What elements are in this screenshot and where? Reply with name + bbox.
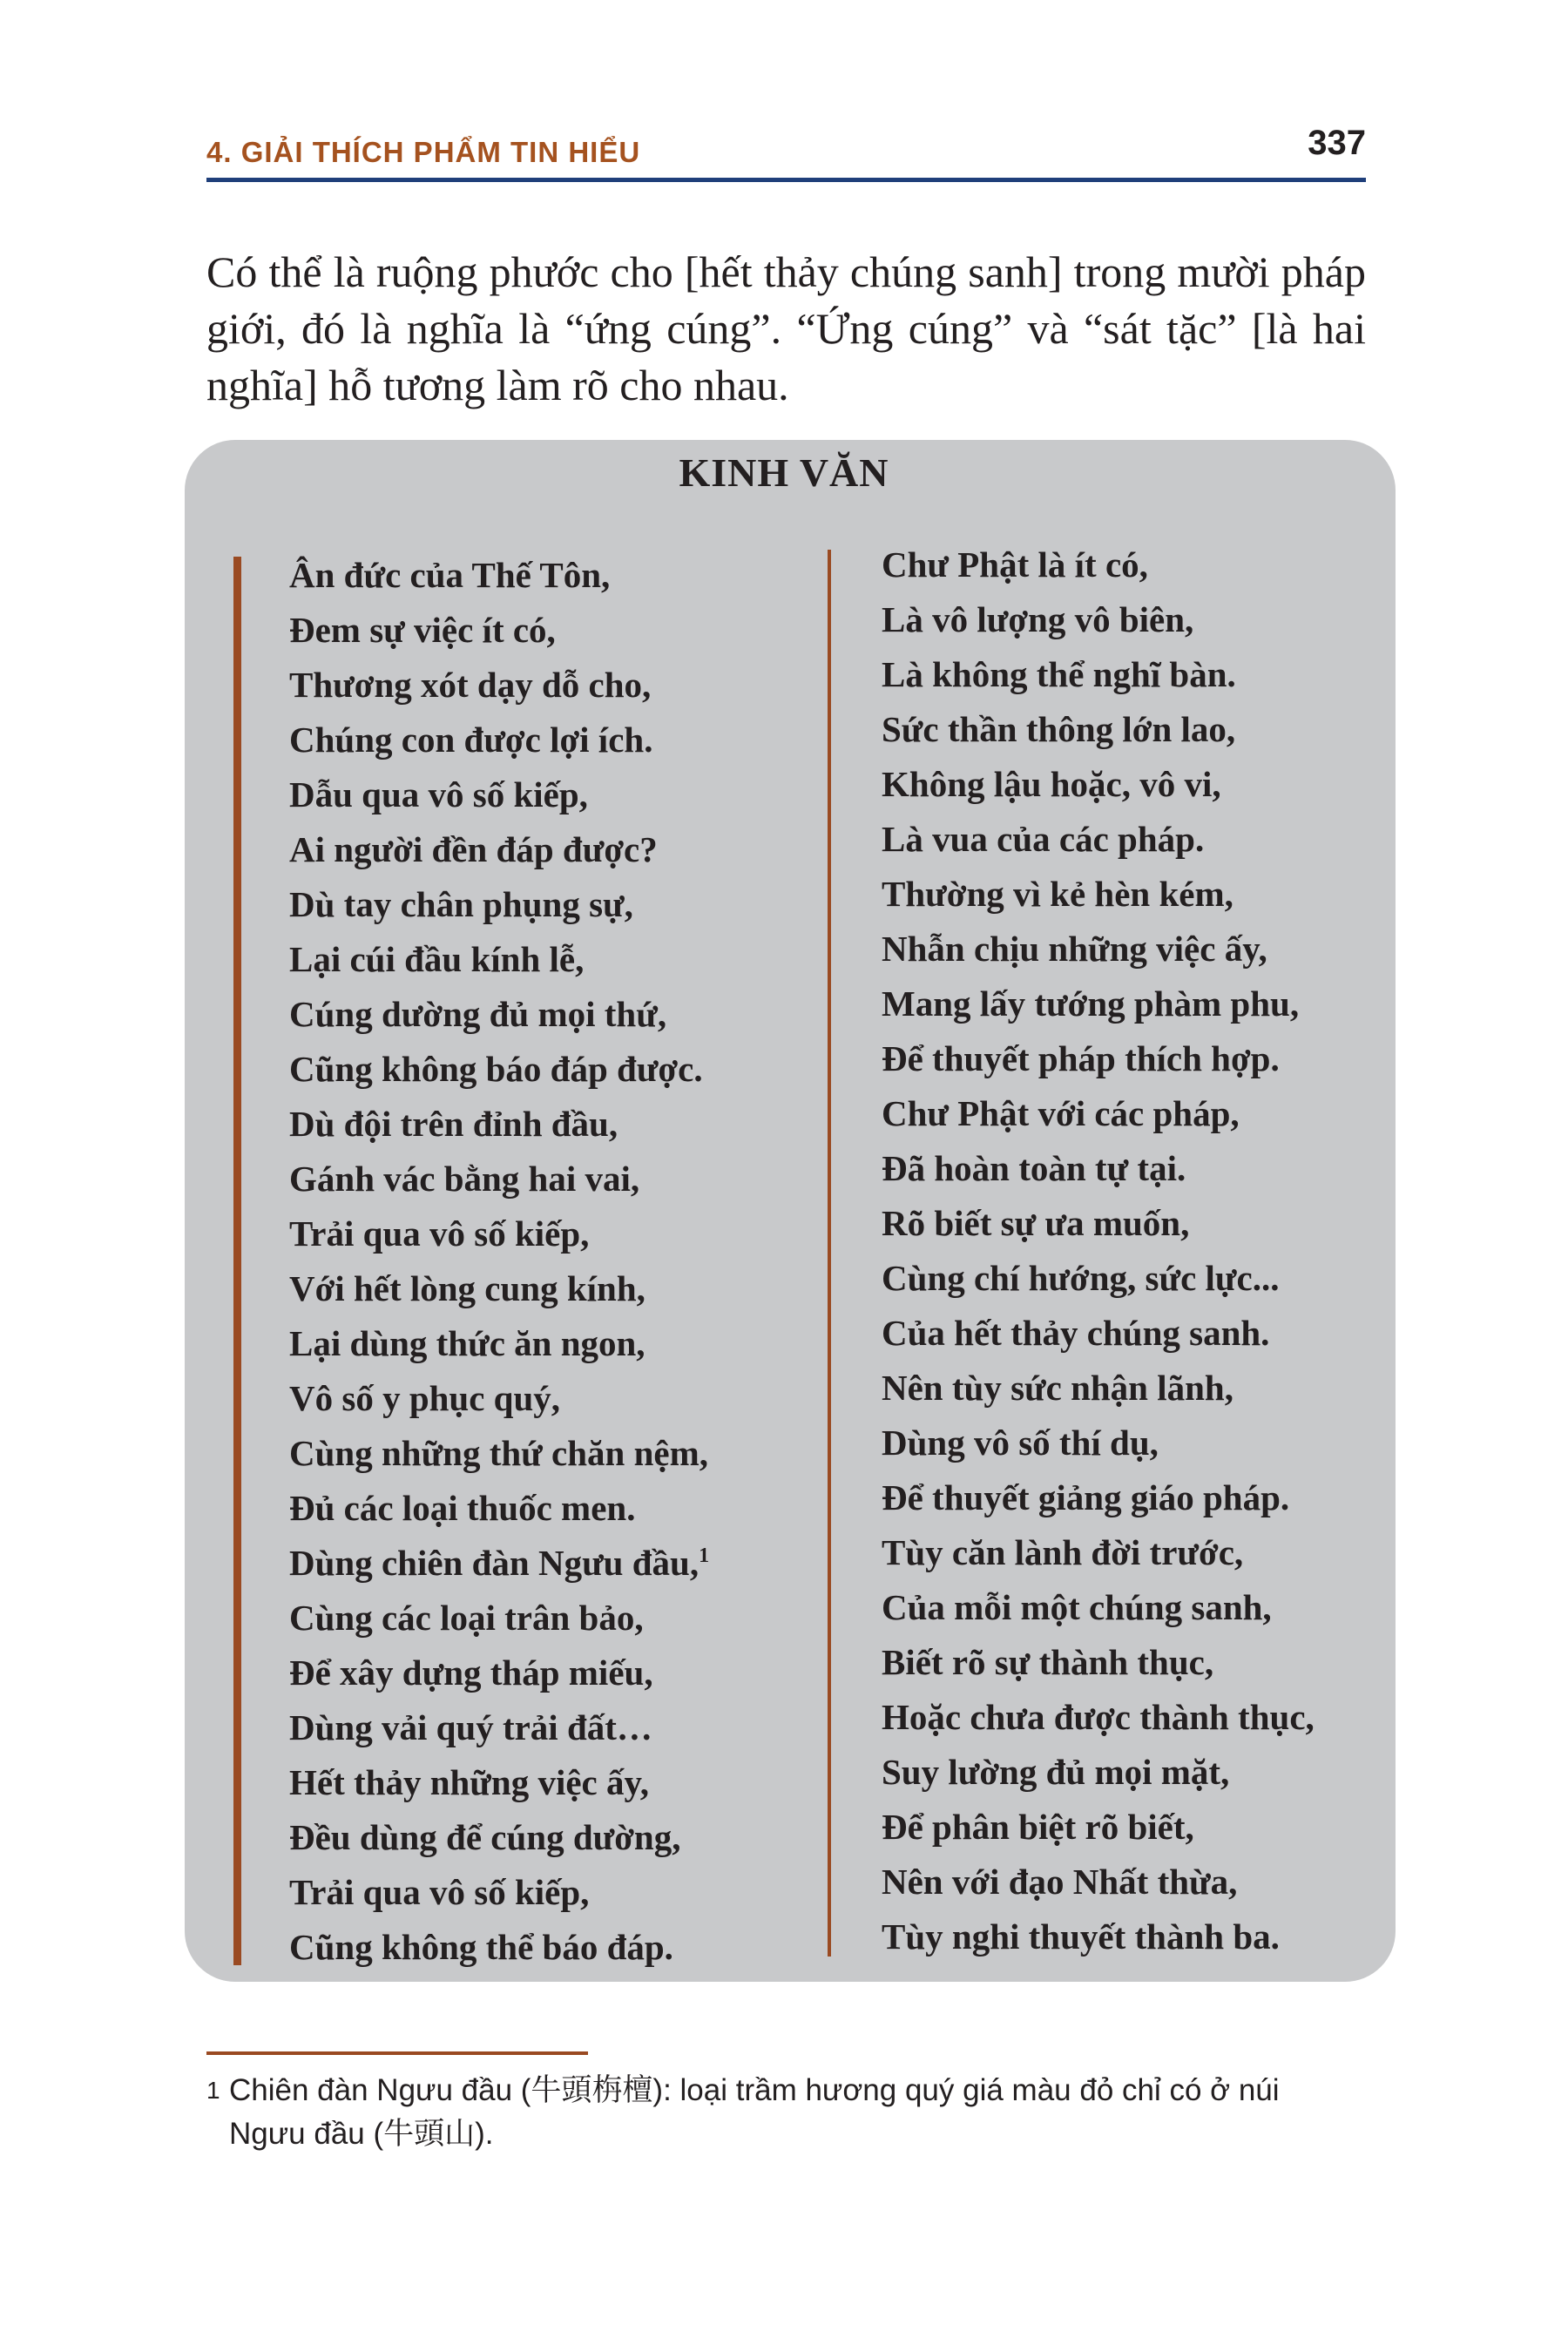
verse-line: Đủ các loại thuốc men.: [289, 1488, 636, 1528]
page-number: 337: [1308, 124, 1366, 162]
verse-line: Hết thảy những việc ấy,: [289, 1762, 649, 1802]
column-divider: [828, 550, 831, 1957]
verse-line: Hoặc chưa được thành thục,: [882, 1697, 1315, 1737]
verse-line: Dù đội trên đỉnh đầu,: [289, 1104, 618, 1144]
verse-line: Đem sự việc ít có,: [289, 610, 556, 650]
verse-line: Dùng vô số thí dụ,: [882, 1423, 1159, 1463]
verse-line: Chúng con được lợi ích.: [289, 720, 653, 760]
verse-line: Rõ biết sự ưa muốn,: [882, 1203, 1190, 1243]
verse-line: Nên tùy sức nhận lãnh,: [882, 1368, 1233, 1408]
verse-line: Cũng không báo đáp được.: [289, 1049, 703, 1089]
footnote: [206, 2069, 1366, 2156]
verse-line: Thương xót dạy dỗ cho,: [289, 665, 652, 705]
footnote-line-2: Ngưu đầu (牛頭山).: [229, 2117, 494, 2151]
verse-line: Gánh vác bằng hai vai,: [289, 1159, 640, 1199]
verse-line: Chư Phật với các pháp,: [882, 1093, 1240, 1133]
verse-line: Sức thần thông lớn lao,: [882, 709, 1236, 749]
verse-line: Cúng dường đủ mọi thứ,: [289, 994, 667, 1034]
verse-line: Của hết thảy chúng sanh.: [882, 1313, 1270, 1353]
verse-line: Vô số y phục quý,: [289, 1378, 561, 1418]
verse-line: Cùng chí hướng, sức lực...: [882, 1258, 1280, 1298]
verse-line: Đều dùng để cúng dường,: [289, 1817, 681, 1857]
verse-line: Trải qua vô số kiếp,: [289, 1872, 590, 1912]
verse-line: Dùng vải quý trải đất…: [289, 1707, 652, 1747]
left-accent-bar: [233, 557, 241, 1965]
verse-line: Không lậu hoặc, vô vi,: [882, 764, 1221, 804]
verse-column-left: [289, 548, 709, 1975]
footnote-text: Chiên đàn Ngưu đầu (牛頭栴檀): loại trầm hương quý giá màu đỏ chỉ có ở núi: [229, 2073, 1280, 2107]
running-header: [206, 124, 1366, 182]
footnote-line-1: [206, 2069, 1366, 2112]
verse-line: Tùy nghi thuyết thành ba.: [882, 1916, 1280, 1957]
verse-line: Để thuyết pháp thích hợp.: [882, 1038, 1280, 1078]
verse-line: Ai người đền đáp được?: [289, 829, 658, 869]
verse-line: Là vô lượng vô biên,: [882, 599, 1194, 639]
verse-line: Để phân biệt rõ biết,: [882, 1807, 1194, 1847]
verse-line: Lại cúi đầu kính lễ,: [289, 939, 585, 979]
verse-line: Của mỗi một chúng sanh,: [882, 1587, 1272, 1627]
verse-line: Nên với đạo Nhất thừa,: [882, 1862, 1238, 1902]
verse-line: Cùng các loại trân bảo,: [289, 1598, 644, 1638]
verse-line: Với hết lòng cung kính,: [289, 1268, 645, 1308]
verse-line: Là vua của các pháp.: [882, 819, 1205, 859]
chapter-title: 4. GIẢI THÍCH PHẨM TIN HIỂU: [206, 136, 641, 168]
scripture-title: KINH VĂN: [679, 450, 889, 495]
footnote-rule: [206, 2051, 588, 2055]
footnote-marker: 1: [699, 1544, 710, 1567]
intro-paragraph: Có thể là ruộng phước cho [hết thảy chúng sanh] trong mười pháp giới, đó là nghĩa là “ứng cúng”. “Ứng cúng” và “sát tặc” [là hai nghĩa] hỗ tương làm rõ cho nhau.: [206, 247, 1366, 409]
verse-line: Lại dùng thức ăn ngon,: [289, 1323, 645, 1363]
verse-line: Trải qua vô số kiếp,: [289, 1213, 590, 1254]
verse-line: Để thuyết giảng giáo pháp.: [882, 1477, 1290, 1517]
verse-line-text: Dùng chiên đàn Ngưu đầu,: [289, 1543, 700, 1583]
verse-line: Cùng những thứ chăn nệm,: [289, 1433, 708, 1473]
verse-line: Chư Phật là ít có,: [882, 544, 1148, 585]
verse-line: Tùy căn lành đời trước,: [882, 1532, 1244, 1572]
verse-line: Cũng không thể báo đáp.: [289, 1927, 673, 1967]
verse-column-right: [882, 537, 1315, 1964]
verse-line: Dù tay chân phụng sự,: [289, 884, 633, 924]
verse-line: Biết rõ sự thành thục,: [882, 1642, 1214, 1682]
verse-line-with-footnote: [289, 1536, 709, 1591]
verse-line: Dẫu qua vô số kiếp,: [289, 774, 588, 814]
verse-line: Suy lường đủ mọi mặt,: [882, 1752, 1230, 1792]
verse-line: Nhẫn chịu những việc ấy,: [882, 929, 1267, 969]
verse-line: Đã hoàn toàn tự tại.: [882, 1148, 1186, 1188]
footnote-number: 1: [206, 2077, 220, 2104]
verse-line: Để xây dựng tháp miếu,: [289, 1652, 653, 1693]
verse-line: Ân đức của Thế Tôn,: [289, 555, 611, 595]
verse-line: Là không thể nghĩ bàn.: [882, 654, 1236, 694]
verse-line: Thường vì kẻ hèn kém,: [882, 874, 1233, 914]
verse-line: Mang lấy tướng phàm phu,: [882, 983, 1300, 1024]
